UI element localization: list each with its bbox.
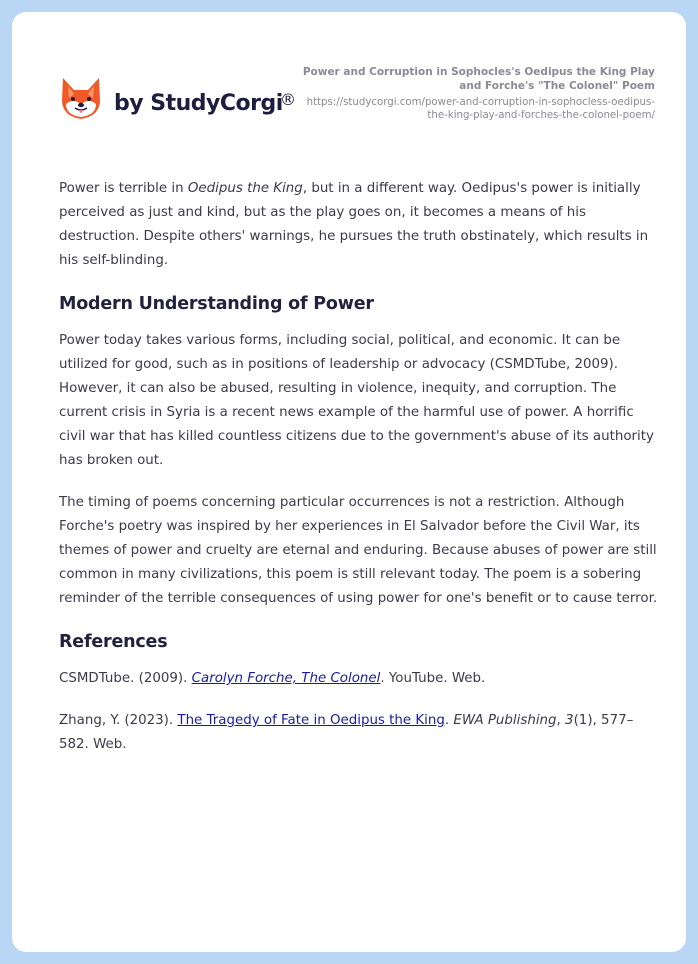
intro-text-end: , but in a different way. Oedipus's power is initially perceived as just and kind, but as the play goes on, it becomes a means of his destruction. Despite others' warnings, he pursues the truth obstinately, which results in his self-blinding. <box>59 181 649 268</box>
intro-title-italic: Oedipus the King <box>187 181 303 196</box>
reference-link-text[interactable]: Carolyn Forche, The Colonel <box>191 671 381 686</box>
reference-author: CSMDTube. (2009). <box>59 671 192 686</box>
reference-item <box>59 667 659 691</box>
document-page <box>12 12 686 952</box>
reference-link[interactable]: The Tragedy of Fate in Oedipus the King <box>177 713 445 728</box>
document-title: Power and Corruption in Sophocles's Oedipus the King Play and Forche's "The Colonel" Poem <box>302 66 655 92</box>
document-url[interactable]: https://studycorgi.com/power-and-corruption-in-sophocless-oedipus-the-king-play-and-forches-the-colonel-poem/ <box>306 97 655 121</box>
article-body <box>59 177 659 775</box>
brand-name: by StudyCorgi <box>114 90 283 116</box>
intro-text-start: Power is terrible in <box>59 181 188 196</box>
reference-journal: EWA Publishing <box>453 713 557 728</box>
reference-pages: (1), 577–582. Web. <box>59 713 634 752</box>
section-heading-modern-power: Modern Understanding of Power <box>59 294 374 314</box>
studycorgi-logo[interactable] <box>60 76 296 122</box>
page-header <box>12 12 686 152</box>
registered-mark: ® <box>280 90 296 109</box>
intro-paragraph <box>59 177 659 273</box>
reference-link[interactable] <box>192 671 381 686</box>
reference-volume: 3 <box>565 713 574 728</box>
paragraph-modern-power-2: The timing of poems concerning particular occurrences is not a restriction. Although Forche's poetry was inspired by her experiences in El Salvador before the Civil War, its themes of power and cruelty are eternal and enduring. Because abuses of power are still common in many civilizations, this poem is still relevant today. The poem is a sobering reminder of the terrible consequences of using power for one's benefit or to cause terror. <box>59 495 658 606</box>
paragraph-modern-power-1: Power today takes various forms, including social, political, and economic. It can be utilized for good, such as in positions of leadership or advocacy (CSMDTube, 2009). However, it can also be abused, resulting in violence, inequity, and corruption. The current crisis in Syria is a recent news example of the harmful use of power. A horrific civil war that has killed countless citizens due to the government's abuse of its authority has broken out. <box>59 333 654 468</box>
section-heading-references: References <box>59 632 168 652</box>
reference-author: Zhang, Y. (2023). <box>59 713 178 728</box>
reference-item <box>59 709 659 757</box>
corgi-logo-icon <box>60 76 102 122</box>
reference-source: . YouTube. Web. <box>380 671 486 686</box>
document-meta <box>295 66 655 122</box>
reference-separator: . <box>444 713 454 728</box>
reference-separator: , <box>556 713 566 728</box>
